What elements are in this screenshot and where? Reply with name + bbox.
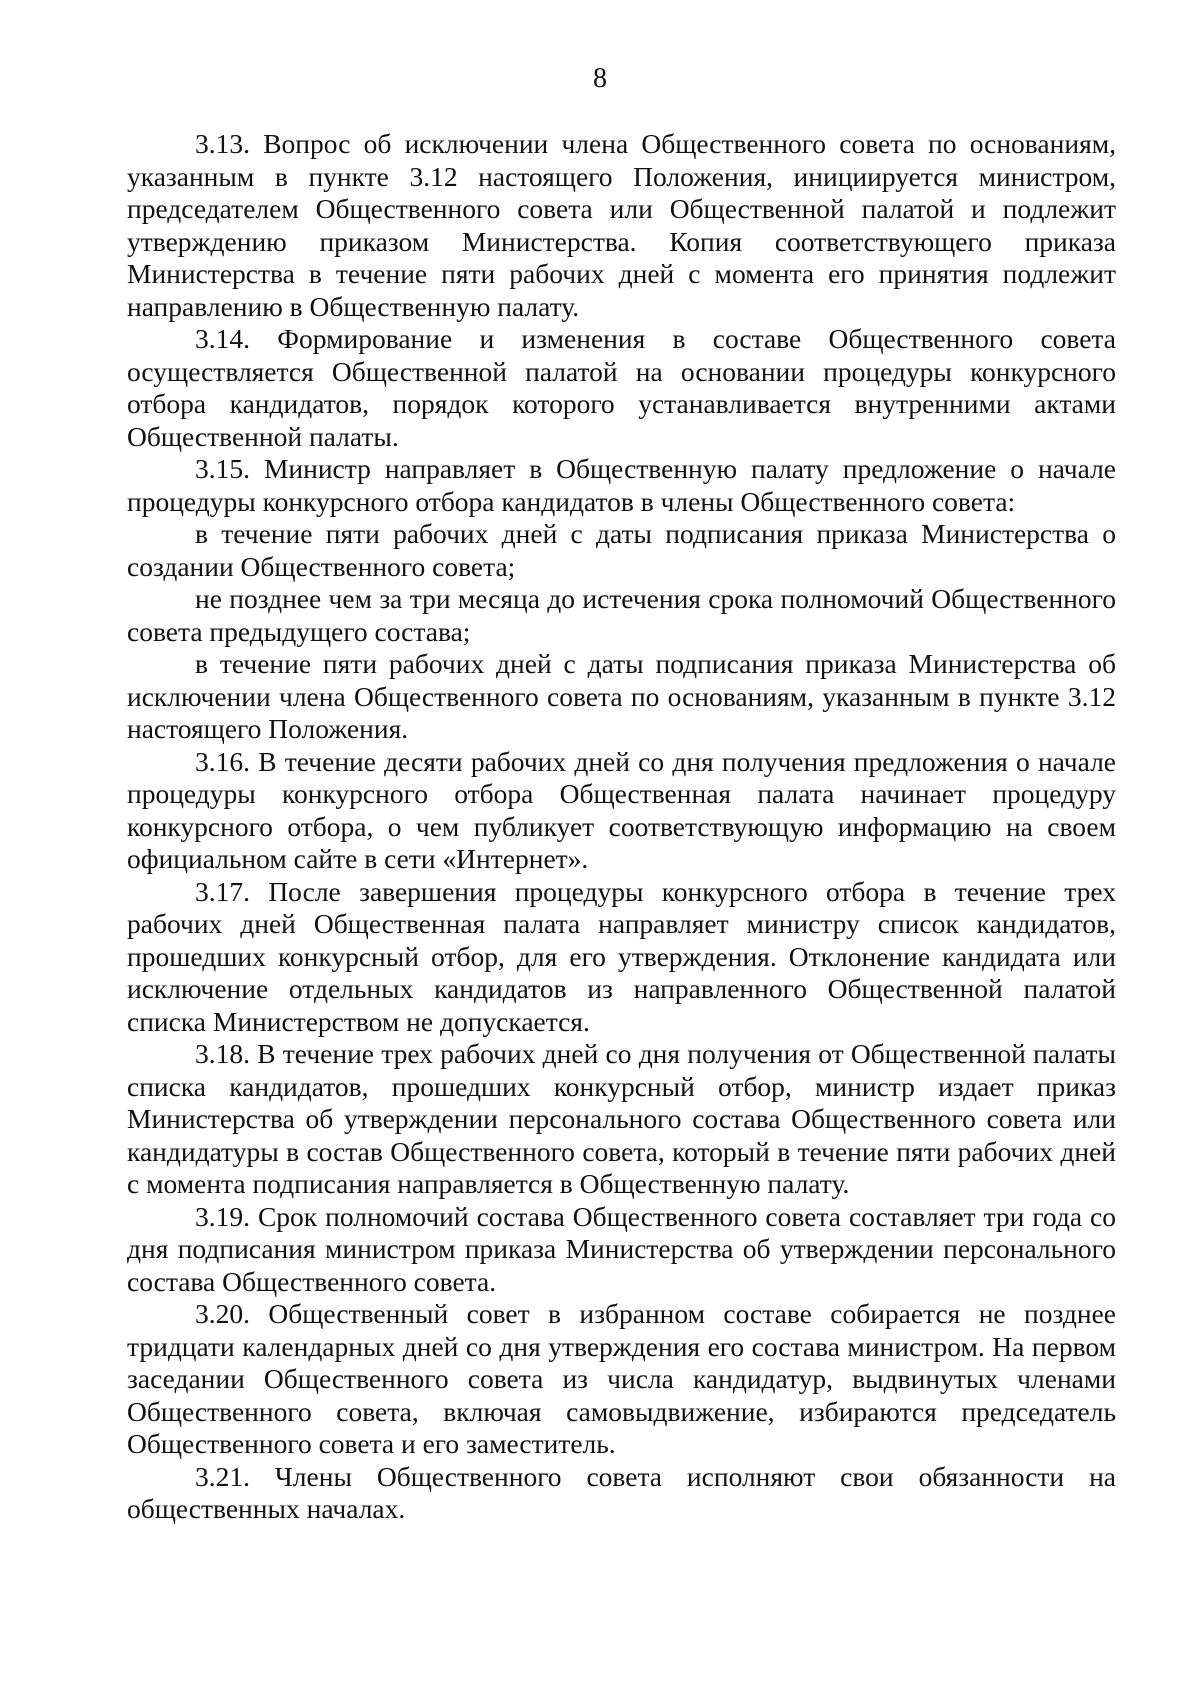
- paragraph-3-14: 3.14. Формирование и изменения в составе Общественного совета осуществляется Общественной палатой на основании процедуры конкурсного отбора кандидатов, порядок которого устанавливается внутренними актами Общественной палаты.: [127, 323, 1116, 452]
- list-item-term-expiry: не позднее чем за три месяца до истечения срока полномочий Общественного совета предыдущего состава;: [127, 583, 1116, 647]
- page-number: 8: [593, 63, 607, 94]
- paragraph-3-20: 3.20. Общественный совет в избранном составе собирается не позднее тридцати календарных дней со дня утверждения его состава министром. На первом заседании Общественного совета из числа кандидатур, выдвинутых членами Общественного совета, включая самовыдвижение, избираются председатель Общественного совета и его заместитель.: [127, 1298, 1116, 1459]
- paragraph-3-15: 3.15. Министр направляет в Общественную палату предложение о начале процедуры конкурсного отбора кандидатов в члены Общественного совета:: [127, 453, 1116, 517]
- list-item-exclusion: в течение пяти рабочих дней с даты подписания приказа Министерства об исключении члена Общественного совета по основаниям, указанным в пункте 3.12 настоящего Положения.: [127, 648, 1116, 744]
- paragraph-3-17: 3.17. После завершения процедуры конкурсного отбора в течение трех рабочих дней Общественная палата направляет министру список кандидатов, прошедших конкурсный отбор, для его утверждения. Отклонение кандидата или исключение отдельных кандидатов из направленного Общественной палатой списка Министерством не допускается.: [127, 875, 1116, 1037]
- paragraph-3-21: 3.21. Члены Общественного совета исполняют свои обязанности на общественных началах.: [127, 1460, 1116, 1524]
- paragraph-3-19: 3.19. Срок полномочий состава Общественного совета составляет три года со дня подписания министром приказа Министерства об утверждении персонального состава Общественного совета.: [127, 1200, 1116, 1297]
- document-body: [127, 128, 1116, 1526]
- paragraph-3-18: 3.18. В течение трех рабочих дней со дня получения от Общественной палаты списка кандидатов, прошедших конкурсный отбор, министр издает приказ Министерства об утверждении персонального состава Общественного совета или кандидатуры в состав Общественного совета, который в течение пяти рабочих дней с момента подписания направляется в Общественную палату.: [127, 1038, 1116, 1199]
- list-item-creation: в течение пяти рабочих дней с даты подписания приказа Министерства о создании Общественного совета;: [127, 518, 1116, 582]
- paragraph-3-13: 3.13. Вопрос об исключении члена Общественного совета по основаниям, указанным в пункте 3.12 настоящего Положения, инициируется министром, председателем Общественного совета или Общественной палатой и подлежит утверждению приказом Министерства. Копия соответствующего приказа Министерства в течение пяти рабочих дней с момента его принятия подлежит направлению в Общественную палату.: [127, 128, 1116, 322]
- paragraph-3-16: 3.16. В течение десяти рабочих дней со дня получения предложения о начале процедуры конкурсного отбора Общественная палата начинает процедуру конкурсного отбора, о чем публикует соответствующую информацию на своем официальном сайте в сети «Интернет».: [127, 745, 1116, 874]
